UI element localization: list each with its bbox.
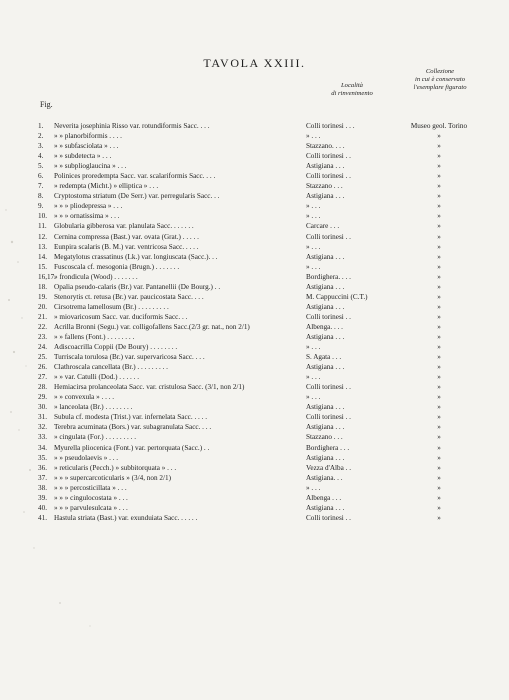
collection-cell: » [437,463,441,472]
figure-number: 21. [38,312,47,321]
collection-header-line: l'esemplare figurato [413,84,467,91]
figure-number: 15. [38,262,47,271]
species-description: » » » pliodepressa » . . . [54,202,123,211]
locality-cell: M. Cappuccini (C.T.) [306,292,368,301]
collection-cell: » [437,322,441,331]
table-row [38,242,478,252]
locality-cell: Astigiana . . . [306,162,345,171]
figure-number: 3. [38,142,44,151]
species-description: Acrilla Bronni (Segu.) var. colligofallens Sacc.(2/3 gr. nat., non 2/1) [54,322,250,331]
locality-cell: Stazzano. . . . [306,142,345,151]
locality-cell: Vezza d'Alba . . [306,463,351,472]
collection-cell: » [437,222,441,231]
table-row [38,282,478,292]
locality-cell: Stazzano . . . [306,182,343,191]
table-row [38,453,478,463]
locality-cell: S. Agata . . . [306,353,342,362]
collection-cell: Museo geol. Torino [410,122,468,130]
locality-cell: Astigiana . . . [306,453,345,462]
species-description: » cingulata (For.) . . . . . . . . . [54,433,137,442]
species-description: Subula cf. modesta (Trist.) var. infernelata Sacc. . . . . [54,413,208,422]
table-row [38,211,478,221]
collection-cell: » [437,363,441,372]
species-description: » » var. Catulli (Dod.) . . . . . . [54,373,140,382]
table-row [38,422,478,432]
page-title: TAVOLA XXIII. [203,56,306,70]
collection-cell: » [437,353,441,362]
collection-cell: » [437,262,441,271]
figure-number: 18. [38,282,47,291]
table-row [38,402,478,412]
species-description: » miovaricosum Sacc. var. duciformis Sacc. . . [54,312,188,321]
species-description: Megatylotus crassatinus (Lk.) var. longiuscata (Sacc.). . . [54,252,218,261]
table-row [38,232,478,242]
species-description: Hastula striata (Bast.) var. exunduiata Sacc. . . . . . [54,513,198,522]
species-description: Polinices proredempta Sacc. var. scalariformis Sacc. . . . [54,172,216,181]
species-description: Fuscoscala cf. mesogonia (Brugn.) . . . . . . . [54,262,180,271]
figure-number: 36. [38,463,47,472]
table-row [38,443,478,453]
table-row [38,221,478,231]
locality-cell: Astigiana . . . [306,252,345,261]
table-row [38,302,478,312]
table-row [38,292,478,302]
collection-cell: » [437,403,441,412]
table-row [38,352,478,362]
table-row [38,342,478,352]
table-row [38,161,478,171]
collection-cell: » [437,312,441,321]
table-row [38,312,478,322]
table-row [38,141,478,151]
collection-cell: » [437,152,441,161]
collection-cell: » [437,393,441,402]
locality-header-line: di rinvenimento [331,90,373,97]
table-row [38,332,478,342]
species-description: Globularia gibberosa var. planulata Sacc. . . . . . . [54,222,194,231]
collection-cell: » [437,383,441,392]
collection-cell: » [437,513,441,522]
species-description: Stenorytis ct. retusa (Br.) var. paucicostata Sacc. . . . [54,292,204,301]
locality-cell: Colli torinesi . . . [306,122,355,130]
figure-list [38,121,478,523]
locality-cell: Astigiana. . . [306,473,343,482]
collection-cell: » [437,212,441,221]
table-row [38,412,478,422]
locality-cell: Colli torinesi . . [306,172,351,181]
figure-number: 6. [38,172,44,181]
collection-header-line: Collezione [425,68,455,75]
collection-cell: » [437,202,441,211]
collection-cell: » [437,302,441,311]
locality-cell: Astigiana . . . [306,282,345,291]
collection-cell: » [437,343,441,352]
collection-cell: » [437,132,441,141]
species-description: » frondicula (Wood) . . . . . . . [54,272,138,281]
collection-cell: » [437,433,441,442]
locality-cell: Astigiana . . . [306,403,345,412]
locality-cell: Colli torinesi . . [306,232,351,241]
collection-column-header [398,68,482,92]
collection-cell: » [437,272,441,281]
locality-cell: Carcare . . . [306,222,340,231]
collection-cell: » [437,503,441,512]
collection-cell: » [437,192,441,201]
figure-number: 16,17. [38,272,56,281]
table-row [38,493,478,503]
figure-number: 28. [38,383,47,392]
locality-cell: » . . . [306,343,321,352]
figure-number: 4. [38,152,44,161]
figure-number: 5. [38,162,44,171]
collection-cell: » [437,242,441,251]
figure-number: 24. [38,343,47,352]
figure-number: 14. [38,252,47,261]
species-description: » » convexula » . . . . [54,393,115,402]
species-description: Eunpira scalaris (B. M.) var. ventricosa Sacc. . . . . [54,242,199,251]
species-description: » » subplioglaucina » . . . [54,162,127,171]
species-description: » » » percosticillata » . . . [54,483,127,492]
table-row [38,181,478,191]
table-row [38,272,478,282]
species-description: Cernina compressa (Bast.) var. ovata (Grat.) . . . . . [54,232,199,241]
locality-cell: Astigiana . . . [306,302,345,311]
species-description: » » » cingulocostata » . . . [54,493,128,502]
figure-number: 32. [38,423,47,432]
table-row [38,483,478,493]
figure-number: 39. [38,493,47,502]
collection-cell: » [437,162,441,171]
locality-column-header [310,82,394,98]
locality-cell: Astigiana . . . [306,423,345,432]
figure-number: 25. [38,353,47,362]
collection-cell: » [437,142,441,151]
species-description: Myurella pliocenica (Font.) var. pertorquata (Sacc.) . . [54,443,210,452]
species-description: » lanceolata (Br.) . . . . . . . . [54,403,133,412]
locality-cell: Stazzano . . . [306,433,343,442]
figure-number: 26. [38,363,47,372]
locality-cell: Astigiana . . . [306,192,345,201]
figure-number: 27. [38,373,47,382]
species-description: Clathroscala cancellata (Br.) . . . . . . . . . [54,363,168,372]
species-description: Hemiacirsa prolanceolata Sacc. var. cristulosa Sacc. (3/1, non 2/1) [54,383,245,392]
table-row [38,382,478,392]
species-description: Cirsotrema lamellosum (Br.) . . . . . . . . . [54,302,169,311]
locality-cell: Astigiana . . . [306,503,345,512]
table-row [38,252,478,262]
collection-cell: » [437,172,441,181]
table-row [38,503,478,513]
figure-number: 10. [38,212,47,221]
figure-number: 11. [38,222,47,231]
figure-number: 19. [38,292,47,301]
figure-number: 20. [38,302,47,311]
table-row [38,513,478,523]
collection-cell: » [437,292,441,301]
species-description: » » subdetecta » . . . [54,152,112,161]
species-description: » » fallens (Font.) . . . . . . . . [54,332,135,341]
species-description: » » » supercarcoticularis » (3/4, non 2/1) [54,473,171,482]
collection-cell: » [437,413,441,422]
collection-cell: » [437,453,441,462]
table-row [38,151,478,161]
figure-number: 29. [38,393,47,402]
species-description: » reticularis (Pecch.) » subbitorquata » . . . [54,463,177,472]
figure-number: 7. [38,182,44,191]
locality-cell: » . . . [306,212,321,221]
figure-number: 13. [38,242,47,251]
species-description: » redempta (Micht.) » elliptica » . . . [54,182,159,191]
locality-cell: » . . . [306,242,321,251]
figure-number: 41. [38,513,47,522]
figure-number: 9. [38,202,44,211]
collection-cell: » [437,483,441,492]
locality-cell: » . . . [306,202,321,211]
locality-cell: Astigiana . . . [306,363,345,372]
collection-header-line: in cui è conservato [415,76,465,83]
figure-column-header: Fig. [40,100,53,109]
figure-number: 30. [38,403,47,412]
collection-cell: » [437,473,441,482]
collection-cell: » [437,282,441,291]
figure-number: 37. [38,473,47,482]
collection-cell: » [437,332,441,341]
species-description: » » planorbiformis . . . . [54,132,122,141]
table-row [38,171,478,181]
locality-header-line: Località [341,82,363,89]
locality-cell: Colli torinesi . . [306,152,351,161]
locality-cell: » . . . [306,262,321,271]
figure-number: 1. [38,122,44,130]
species-description: » » » ornatissima » . . . [54,212,120,221]
collection-cell: » [437,232,441,241]
table-row [38,432,478,442]
locality-cell: Colli torinesi . . [306,383,351,392]
figure-number: 8. [38,192,44,201]
table-row [38,473,478,483]
species-description: Adiscoacrilla Coppii (De Boury) . . . . . . . . [54,343,178,352]
table-row [38,392,478,402]
figure-number: 2. [38,132,44,141]
figure-number: 23. [38,332,47,341]
table-row [38,191,478,201]
species-description: Terebra acuminata (Bors.) var. subagranulata Sacc. . . . [54,423,212,432]
species-description: Opalia pseudo-calaris (Br.) var. Pantanellii (De Bourg.) . . [54,282,221,291]
locality-cell: Bordighera . . . [306,443,350,452]
species-description: Turriscala torulosa (Br.) var. supervaricosa Sacc. . . . [54,353,205,362]
collection-cell: » [437,182,441,191]
figure-number: 35. [38,453,47,462]
locality-cell: » . . . [306,393,321,402]
figure-number: 34. [38,443,47,452]
collection-cell: » [437,373,441,382]
figure-number: 33. [38,433,47,442]
locality-cell: » . . . [306,132,321,141]
collection-cell: » [437,423,441,432]
locality-cell: Colli torinesi . . [306,513,351,522]
table-row [38,121,478,131]
collection-cell: » [437,443,441,452]
table-row [38,372,478,382]
figure-number: 38. [38,483,47,492]
locality-cell: Albenga. . . . [306,322,343,331]
species-description: » » pseudolaevis » . . . [54,453,119,462]
table-row [38,322,478,332]
figure-number: 31. [38,413,47,422]
table-row [38,362,478,372]
locality-cell: Colli torinesi . . [306,413,351,422]
locality-cell: » . . . [306,373,321,382]
species-description: Neverita josephinia Risso var. rotundiformis Sacc. . . . [54,122,210,130]
collection-cell: » [437,252,441,261]
figure-number: 22. [38,322,47,331]
table-row [38,131,478,141]
species-description: » » subfasciolata » . . . [54,142,119,151]
species-description: » » » parvulesulcata » . . . [54,503,128,512]
table-row [38,262,478,272]
collection-cell: » [437,493,441,502]
figure-number: 40. [38,503,47,512]
locality-cell: Colli torinesi . . [306,312,351,321]
table-row [38,201,478,211]
species-description: Cryptostoma striatum (De Serr.) var. perregularis Sacc. . . [54,192,220,201]
figure-number: 12. [38,232,47,241]
locality-cell: Astigiana . . . [306,332,345,341]
locality-cell: Bordighera. . . . [306,272,351,281]
table-row [38,463,478,473]
locality-cell: Albenga . . . [306,493,342,502]
locality-cell: » . . . [306,483,321,492]
